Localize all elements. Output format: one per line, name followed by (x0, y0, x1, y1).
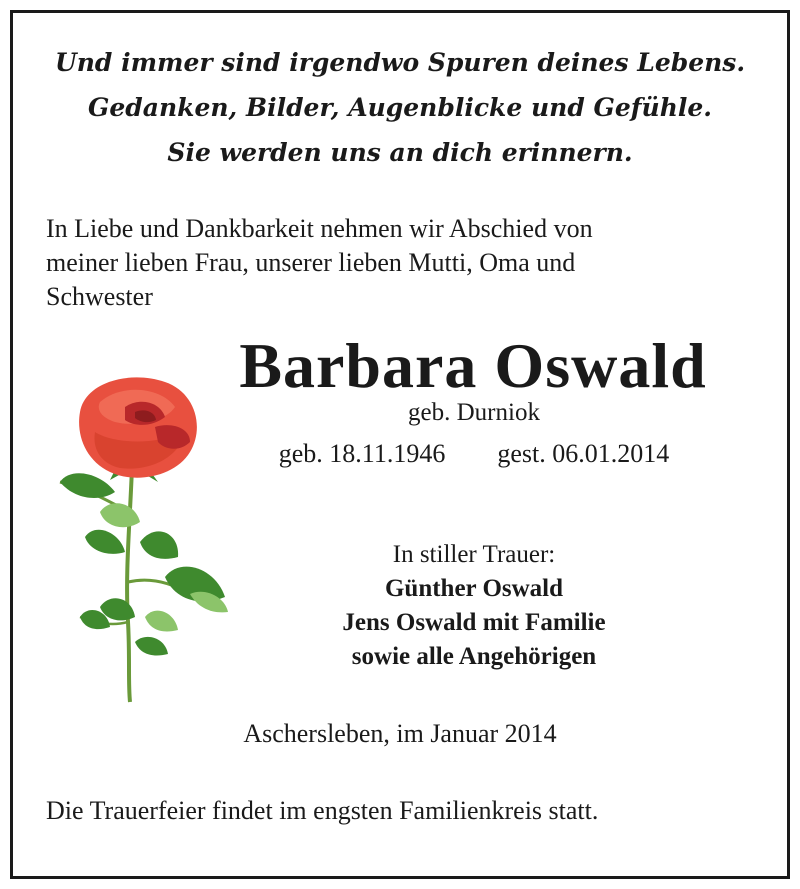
motto-line-3: Sie werden uns an dich erinnern. (167, 138, 633, 167)
intro-line-3: Schwester (46, 282, 153, 311)
maiden-name: geb. Durniok (408, 399, 540, 426)
rose-leaf (140, 531, 178, 559)
motto-line-1: Und immer sind irgendwo Spuren deines Lebens. (54, 48, 746, 77)
mourner-name: Günther Oswald (384, 575, 564, 602)
rose-leaf (85, 530, 125, 554)
place-date: Aschersleben, im Januar 2014 (243, 719, 557, 748)
intro-line-1: In Liebe und Dankbarkeit nehmen wir Abschied von (46, 214, 593, 243)
rose-leaf (100, 503, 140, 527)
rose-leaf (60, 473, 115, 498)
intro-text (46, 212, 752, 314)
rose-stem (127, 467, 132, 702)
ceremony-note: Die Trauerfeier findet im engsten Familienkreis statt. (46, 796, 599, 825)
motto-verse (0, 40, 800, 175)
mourners-block (250, 538, 698, 674)
life-dates (200, 438, 748, 470)
motto-line-2: Gedanken, Bilder, Augenblicke und Gefühle. (88, 93, 712, 122)
mourner-name: Jens Oswald mit Familie (342, 609, 606, 636)
rose-leaf (135, 637, 168, 656)
birth-date: geb. 18.11.1946 (278, 439, 446, 468)
rose-illustration (40, 372, 240, 712)
mourner-name: sowie alle Angehörigen (351, 643, 597, 670)
rose-leaf (145, 611, 178, 632)
death-date: gest. 06.01.2014 (497, 439, 670, 468)
intro-line-2: meiner lieben Frau, unserer lieben Mutti, Oma und (46, 248, 576, 277)
mourners-heading: In stiller Trauer: (392, 541, 556, 568)
deceased-name: Barbara Oswald (239, 330, 707, 401)
